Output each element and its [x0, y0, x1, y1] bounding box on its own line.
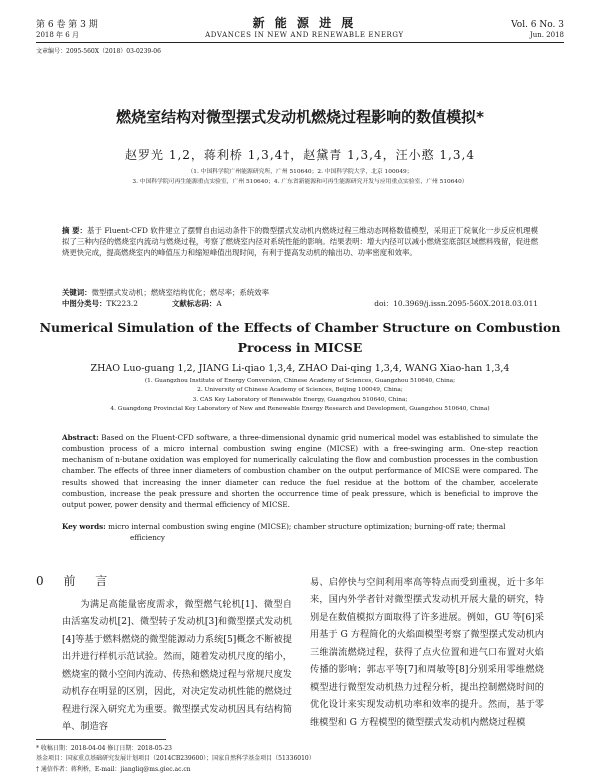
running-header-top [36, 14, 564, 31]
doc-code-label: 文献标志码： [171, 299, 217, 308]
keywords-cn-label: 关键词： [62, 288, 92, 297]
volume-cn: 第 6 卷 第 3 期 [36, 20, 98, 30]
affiliation-en-line: 3. CAS Key Laboratory of Renewable Energy, Guangzhou 510640, China; [192, 396, 408, 403]
affiliation-en-line: 2. University of Chinese Academy of Sciences, Beijing 100049, China; [197, 387, 403, 394]
footnote-corresponding: † 通信作者：蒋利桥，E-mail：jiangliq@ms.giec.ac.cn [36, 766, 191, 773]
abstract-cn-text: 基于 Fluent-CFD 软件建立了摆臂自由运动条件下的微型摆式发动机内燃烧过程三维动态网格数值模型，采用正丁烷氧化一步反应机理模拟了三种内径的燃烧室内流动与燃烧过程，考察了燃烧室内径对系统性能的影响。结果表明：增大内径可以减小燃烧室底部区域燃料残留，促进燃烧更快完成，提高燃烧室内的峰值压力和缩短峰值出现时间，有利于提高发动机的输出功、功率密度和效率。 [62, 226, 539, 258]
title-cn: 燃烧室结构对微型摆式发动机燃烧过程影响的数值模拟* [116, 108, 484, 126]
abstract-en [62, 432, 538, 510]
journal-name-en: ADVANCES IN NEW AND RENEWABLE ENERGY [205, 31, 404, 39]
affiliation-en-line: 4. Guangdong Provincial Key Laboratory of New and Renewable Energy Research and Development, Guangzhou 510640, China) [110, 406, 490, 413]
section-heading-introduction: 0 前 言 [36, 574, 116, 588]
article-number: 文章编号：2095-560X（2018）03-0239-06 [36, 48, 161, 55]
date-en: Jun. 2018 [529, 31, 564, 39]
clc-value: TK223.2 [106, 299, 138, 308]
keywords-cn-text: 微型摆式发动机；燃烧室结构优化；燃尽率；系统效率 [91, 288, 269, 297]
footnote-fund: 基金项目：国家重点基础研究发展计划项目（2014CB239600）；国家自然科学基金项目（51336010） [36, 755, 315, 762]
abstract-cn [62, 225, 538, 258]
abstract-en-text: Based on the Fluent-CFD software, a three-dimensional dynamic grid numerical model was established to simulate the combustion process of a micro internal combustion swing engine (MICSE) with a free-swinging arm. One-step reaction mechanism of n-butane oxidation was employed for numerically calculating the flow and combustion processes in the combustion chamber. The effects of three inner diameters of combustion chamber on the output performance of MICSE were compared. The results showed that increasing the inner diameter can reduce the fuel residue at the bottom of the chamber, accelerate combustion, increase the peak pressure and shorten the occurrence time of peak pressure, which is beneficial to improve the output power, power density and thermal efficiency of MICSE. [62, 433, 538, 509]
date-cn: 2018 年 6 月 [36, 31, 79, 39]
running-header-bottom [36, 30, 564, 40]
clc-label: 中图分类号： [62, 299, 107, 308]
doi-label: doi： [374, 299, 394, 308]
keywords-en-label: Key words: [62, 522, 106, 531]
footnote-rule [36, 739, 166, 740]
volume-en: Vol. 6 No. 3 [511, 20, 564, 30]
abstract-cn-label: 摘 要： [62, 226, 88, 235]
affiliation-cn-line: 3. 中国科学院可再生能源重点实验室，广州 510640；4. 广东省新能源和可再生能源研究开发与应用重点实验室，广州 510640） [132, 179, 468, 185]
affiliation-en-line: (1. Guangzhou Institute of Energy Conversion, Chinese Academy of Sciences, Guangzhou 510640, China; [144, 378, 456, 384]
body-column-right: 易、启停快与空间利用率高等特点而受到重视，近十多年来，国内外学者针对微型摆式发动机开展大量的研究，特别是在数值模拟方面取得了许多进展。例如，GU 等[6]采用基于 G 方程简化的火焰面模型考察了微型摆式发动机内三维湍流燃烧过程，获得了点火位置和进气口布置对火焰传播的影响；郭志平等[7]和周敏等[8]分别采用零维燃烧模型进行微型发动机热力过程分析，提出控制燃烧时间的优化设计来实现发动机功率和效率的提升。然而，基于零维模型和 G 方程模型的微型摆式发动机内燃烧过程模 [310, 577, 544, 728]
keywords-cn [62, 287, 538, 298]
title-en [36, 318, 564, 358]
title-en-line: Numerical Simulation of the Effects of Chamber Structure on Combustion [39, 320, 561, 335]
affiliation-cn-line: （1. 中国科学院广州能源研究所，广州 510640；2. 中国科学院大学，北京 100049； [187, 169, 413, 175]
authors-cn: 赵罗光 1,2，蒋利桥 1,3,4†，赵黛青 1,3,4，汪小憨 1,3,4 [125, 148, 475, 162]
footnote-received: * 收稿日期：2018-04-04 修订日期：2018-05-23 [36, 745, 173, 752]
keywords-en [62, 521, 538, 543]
doi-value: 10.3969/j.issn.2095-560X.2018.03.011 [393, 299, 538, 308]
abstract-en-label: Abstract: [62, 433, 99, 442]
journal-name-cn: 新 能 源 进 展 [252, 16, 357, 30]
keywords-en-text: micro internal combustion swing engine (MICSE); chamber structure optimization; burning-off rate; thermal efficiency [108, 522, 506, 543]
body-column-left: 为满足高能量密度需求，微型燃气轮机[1]、微型自由活塞发动机[2]、微型转子发动机[3]和微型摆式发动机[4]等基于燃料燃烧的微型能源动力系统[5]概念不断被提出并进行样机示范试验。然而，随着发动机尺度的缩小，燃烧室的微小空间内流动、传热和燃烧过程与常规尺度发动机存在明显的区别，因此，对决定发动机性能的燃烧过程进行深入研究尤为重要。微型摆式发动机因具有结构简单、制造容 [62, 599, 292, 733]
authors-en: ZHAO Luo-guang 1,2, JIANG Li-qiao 1,3,4, ZHAO Dai-qing 1,3,4, WANG Xiao-han 1,3,4 [90, 363, 510, 374]
classification-cn [62, 298, 538, 309]
doc-code-value: A [216, 299, 222, 308]
affiliations-en [36, 377, 564, 415]
title-en-line: Process in MICSE [237, 340, 363, 355]
header-rule [36, 42, 564, 43]
